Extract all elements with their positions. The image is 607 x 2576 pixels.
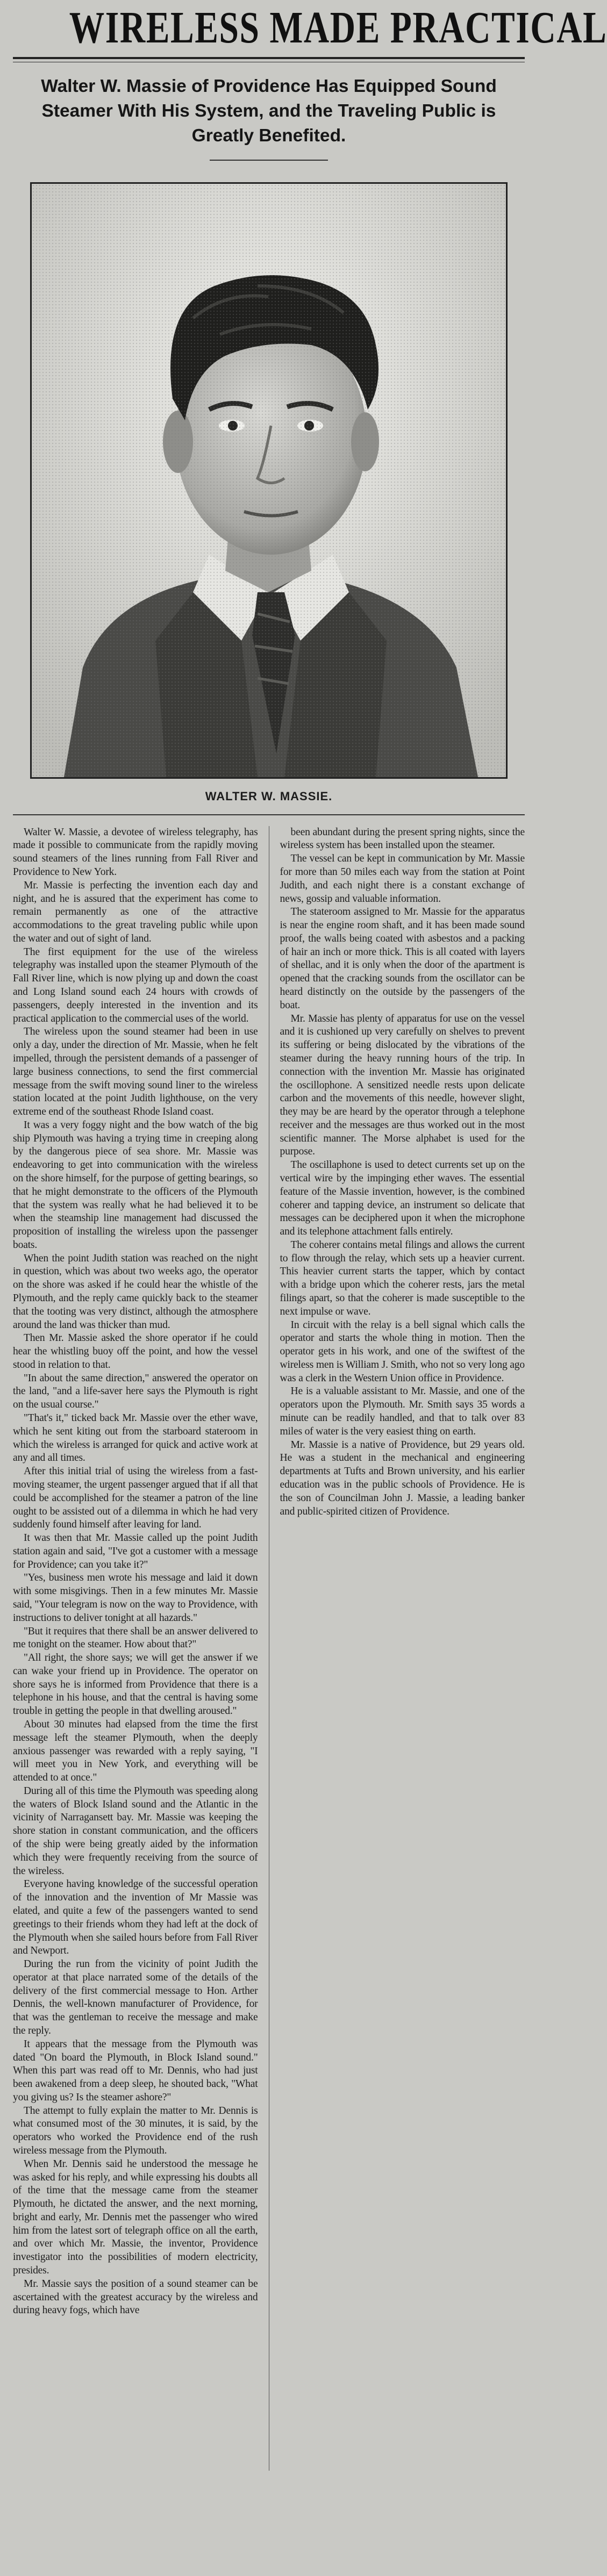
article-paragraph: Everyone having knowledge of the successful operation of the innovation and the invention of Mr Massie was elated, and quite a few of the passengers wanted to send greetings to their friends whom they had left at the dock of the Plymouth when she sailed hours before from Fall River and Newport. [13,1878,258,1957]
article-paragraph: About 30 minutes had elapsed from the time the first message left the steamer Plymouth, when the deeply anxious passenger was rewarded with a reply saying, "I will meet you in New York, and everything will be attended to at once." [13,1719,258,1784]
article-paragraph: The first equipment for the use of the wireless telegraphy was installed upon the steamer Plymouth of the Fall River line, which is now plying up and down the coast and Long Island sound each 24 hours with crowds of passengers, deeply interested in the invention and its practical application to the commercial uses of the world. [13,946,258,1024]
article-body [13,826,525,2471]
article-paragraph: Mr. Massie has plenty of apparatus for use on the vessel and it is cushioned up very carefully on shelves to prevent its suffering or being dislocated by the vibrations of the steamer during the heavy running hours of the trip. In connection with the invention Mr. Massie has originated the oscillophone. A sensitized needle rests upon delicate carbon and the movements of this needle, however slight, they may be are heard by the operator through a telephone receiver and the messages are thus worked out in the most scientific manner. The Morse alphabet is used for the purpose. [280,1013,525,1158]
article-paragraph: During the run from the vicinity of point Judith the operator at that place narrated some of the details of the delivery of the first commercial message to Hon. Arther Dennis, the well-known manufacturer of Providence, for that was the gentleman to receive the message and make the reply. [13,1958,258,2036]
article-paragraph: When the point Judith station was reached on the night in question, which was about two weeks ago, the operator on the shore was asked if he could hear the whistle of the Plymouth, and the reply came quickly back to the steamer that the tooting was very distinct, although the atmosphere around the land was thicker than mud. [13,1252,258,1331]
article-paragraph: "All right, the shore says; we will get the answer if we can wake your friend up in Providence. The operator on shore says he is informed from Providence that there is a telephone in his house, and that the central is having some trouble in getting the people in that dwelling aroused." [13,1652,258,1717]
article-paragraph: The attempt to fully explain the matter to Mr. Dennis is what consumed most of the 30 minutes, it is said, by the operators who worked the Providence end of the rush wireless message from the Plymouth. [13,2105,258,2156]
article-paragraph: been abundant during the present spring nights, since the wireless system has been installed upon the steamer. [280,826,525,851]
article-paragraph: It appears that the message from the Plymouth was dated "On board the Plymouth, in Block Island sound." When this part was read off to Mr. Dennis, who had just been awakened from a deep sleep, he shouted back, "What you giving us? Is the steamer ashore?" [13,2038,258,2103]
article-paragraph: The coherer contains metal filings and allows the current to flow through the relay, which sets up a heavier current. This heavier current starts the tapper, which by contact with a bridge upon which the coherer rests, jars the metal filings apart, so that the coherer is made susceptible to the next impulse or wave. [280,1239,525,1317]
article-paragraph: Walter W. Massie, a devotee of wireless telegraphy, has made it possible to communicate from the rapidly moving sound steamers of the lines running from Fall River and Providence to New York. [13,826,258,878]
portrait-photo [30,182,508,779]
deck-subheadline: Walter W. Massie of Providence Has Equipped Sound Steamer With His System, and the Traveling Public is Greatly Benefited. [41,76,497,146]
article-paragraph: The stateroom assigned to Mr. Massie for the apparatus is near the engine room shaft, and it has been made sound proof, the walls being coated with asbestos and a packing of hair an inch or more thick. This is all coated with layers of shellac, and it is only when the door of the apartment is opened that the cracking sounds from the oscillator can be heard distinctly on the outside by the passengers of the boat. [280,906,525,1011]
article-paragraph: Mr. Massie is a native of Providence, but 29 years old. He was a student in the mechanical and engineering departments at Tufts and Brown university, and his earlier education was in the public schools of Providence. He is the son of Councilman John J. Massie, a leading banker and public-spirited citizen of Providence. [280,1439,525,1517]
article-paragraph: It was a very foggy night and the bow watch of the big ship Plymouth was having a trying time in creeping along by the dangerous piece of sea shore. Mr. Massie was endeavoring to get into communication with the wireless on the shore himself, for the purpose of getting bearings, so that he might demonstrate to the officers of the Plymouth that the system was really what he had believed it to be when the steamship line management had discussed the proposition of installing the wireless upon the passenger boats. [13,1119,258,1251]
caption-rule [13,814,525,815]
article-column-left [13,826,258,2471]
article-paragraph: After this initial trial of using the wireless from a fast-moving steamer, the urgent passenger argued that if all that could be accomplished for the steamer a patron of the line ought to be assisted out of a dilemma in which he had very suddenly found himself after leaving for land. [13,1466,258,1531]
article-paragraph: The wireless upon the sound steamer had been in use only a day, under the direction of Mr. Massie, when he felt impelled, through the persistent demands of a passenger of large business connections, to send the first commercial message from the swift moving sound liner to the wireless station located at the point Judith lighthouse, on the very extreme end of the southeast Rhode Island coast. [13,1026,258,1118]
photo-caption: WALTER W. MASSIE. [205,789,333,803]
article-paragraph: The vessel can be kept in communication by Mr. Massie for more than 50 miles each way from the station at Point Judith, and each night there is a constant exchange of news, gossip and valuable information. [280,853,525,905]
article-paragraph: Then Mr. Massie asked the shore operator if he could hear the whistling buoy off the point, and how the vessel stood in relation to that. [13,1332,258,1370]
article-paragraph: Mr. Massie says the position of a sound steamer can be ascertained with the greatest accuracy by the wireless and during heavy fogs, which have [13,2278,258,2316]
article-paragraph: "That's it," ticked back Mr. Massie over the ether wave, which he sent kiting out from the starboard stateroom in which the wireless is arranged for quick and active work at any and all times. [13,1412,258,1464]
article-paragraph: "In about the same direction," answered the operator on the land, "and a life-saver here says the Plymouth is right on the usual course." [13,1372,258,1411]
portrait-illustration [32,184,506,777]
article-paragraph: "Yes, business men wrote his message and laid it down with some misgivings. Then in a few minutes Mr. Massie said, "Your telegram is now on the way to Providence, with instructions to deliver tonight at all hazards." [13,1572,258,1624]
article-paragraph: The oscillaphone is used to detect currents set up on the vertical wire by the impinging ether waves. The essential feature of the Massie invention, however, is the combined coherer and tapping device, an instrument so delicate that messages can be deciphered upon it when the microphone and its telephone attachment falls entirely. [280,1159,525,1238]
article-paragraph: In circuit with the relay is a bell signal which calls the operator and starts the whole thing in motion. Then the operator gets in his work, and one of the swiftest of the wireless men is William J. Smith, who not so very long ago was a clerk in the Western Union office in Providence. [280,1319,525,1384]
article-paragraph: During all of this time the Plymouth was speeding along the waters of Block Island sound and the Atlantic in the vicinity of Narragansett bay. Mr. Massie was keeping the shore station in constant communication, and the officers of the ship were being greatly aided by the information which they were frequently receiving from the source of the wireless. [13,1785,258,1877]
deck-rule [210,160,328,161]
article-paragraph: When Mr. Dennis said he understood the message he was asked for his reply, and while expressing his doubts all of the time that the message came from the steamer Plymouth, he dictated the answer, and the next morning, bright and early, Mr. Dennis met the passenger who wired him from the latest sort of telegraph office on all the earth, and over which Mr. Massie, the inventor, Providence investigator into the possibilities of modern electricity, presides. [13,2158,258,2277]
article-paragraph: It was then that Mr. Massie called up the point Judith station again and said, "I've got a customer with a message for Providence; can you take it?" [13,1532,258,1570]
article-paragraph: "But it requires that there shall be an answer delivered to me tonight on the steamer. How about that?" [13,1625,258,1651]
headline-rule-heavy [13,57,525,59]
article-paragraph: He is a valuable assistant to Mr. Massie, and one of the operators upon the Plymouth. Mr. Smith says 35 words a minute can be readily handled, and that to talk over 83 miles of water is the very easiest thing on earth. [280,1386,525,1437]
article-paragraph: Mr. Massie is perfecting the invention each day and night, and he is assured that the experiment has come to remain permanently as one of the attractive accommodations to the great traveling public while upon the water and out of sight of land. [13,879,258,944]
article-column-right [280,826,525,2471]
headline: WIRELESS MADE PRACTICAL [69,3,607,53]
